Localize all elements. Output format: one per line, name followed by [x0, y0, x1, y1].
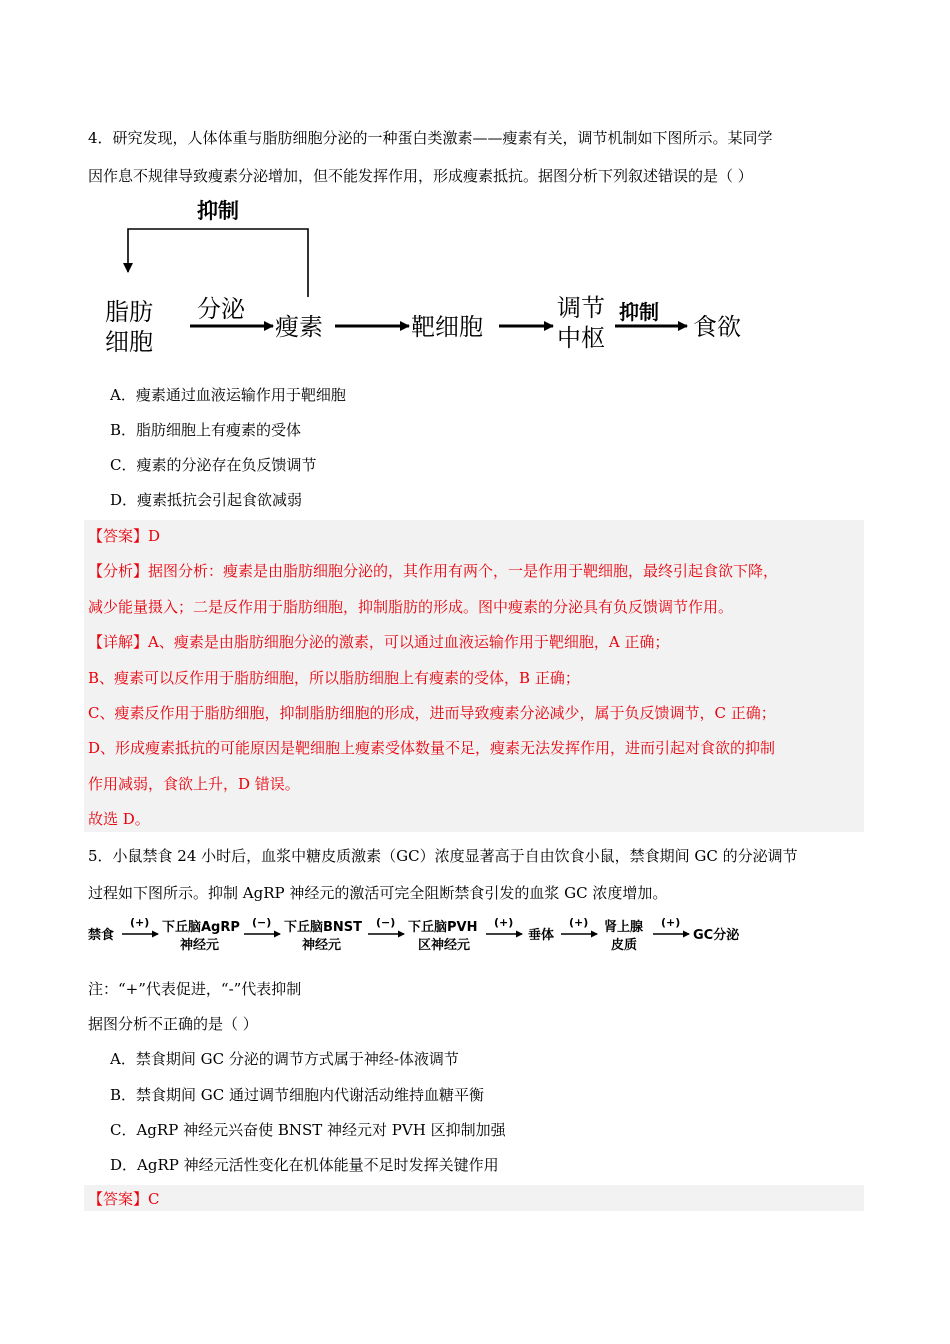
q5-option-c: C．AgRP 神经元兴奋使 BNST 神经元对 PVH 区抑制加强	[110, 1121, 506, 1139]
agrp-node-line2: 神经元	[180, 938, 220, 953]
fat-cell-node-line1: 脂肪	[105, 298, 153, 326]
q4-conclusion: 故选 D。	[88, 810, 150, 828]
q5-answer-block	[84, 1185, 864, 1211]
pituitary-node: 垂体	[528, 928, 555, 943]
q5-option-b: B．禁食期间 GC 通过调节细胞内代谢活动维持血糖平衡	[110, 1086, 485, 1104]
sign-2: (−)	[252, 916, 272, 929]
sign-4: (+)	[494, 916, 514, 929]
leptin-node: 瘦素	[275, 313, 323, 341]
center-inhibit-label: 抑制	[619, 300, 659, 324]
center-node-line2: 中枢	[557, 324, 605, 352]
q5-stem-line-1: 5．小鼠禁食 24 小时后，血浆中糖皮质激素（GC）浓度显著高于自由饮食小鼠，禁食期间 GC 的分泌调节	[88, 847, 798, 865]
pvh-node-line1: 下丘脑PVH	[408, 920, 478, 935]
appetite-node: 食欲	[693, 313, 741, 341]
fasting-node: 禁食	[88, 928, 115, 943]
q4-analysis-line-1: 【分析】据图分析：瘦素是由脂肪细胞分泌的，其作用有两个，一是作用于靶细胞，最终引起食欲下降，	[88, 562, 779, 580]
sign-3: (−)	[376, 916, 396, 929]
q4-stem-line-1: 4．研究发现，人体体重与脂肪细胞分泌的一种蛋白类激素——瘦素有关，调节机制如下图所示。某同学	[88, 129, 773, 147]
q5-gc-pathway-diagram	[86, 912, 766, 960]
sign-1: (+)	[130, 916, 150, 929]
q5-note: 注：“+”代表促进，“-”代表抑制	[88, 980, 302, 998]
q4-option-a: A．瘦素通过血液运输作用于靶细胞	[110, 386, 346, 404]
q4-detail-line-4: D、形成瘦素抵抗的可能原因是靶细胞上瘦素受体数量不足，瘦素无法发挥作用，进而引起对食欲的抑制	[88, 739, 776, 757]
adrenal-node-line1: 肾上腺	[604, 920, 644, 935]
q4-stem-line-2: 因作息不规律导致瘦素分泌增加，但不能发挥作用，形成瘦素抵抗。据图分析下列叙述错误的是（ ）	[88, 167, 753, 185]
feedback-inhibit-label: 抑制	[197, 199, 239, 223]
q4-detail-line-2: B、瘦素可以反作用于脂肪细胞，所以脂肪细胞上有瘦素的受体，B 正确；	[88, 669, 580, 687]
sign-5: (+)	[569, 916, 589, 929]
q5-option-a: A．禁食期间 GC 分泌的调节方式属于神经-体液调节	[110, 1050, 459, 1068]
q5-answer: 【答案】C	[88, 1190, 160, 1208]
q4-detail-line-3: C、瘦素反作用于脂肪细胞，抑制脂肪细胞的形成，进而导致瘦素分泌减少，属于负反馈调节，C 正确；	[88, 704, 776, 722]
q5-stem-line-2: 过程如下图所示。抑制 AgRP 神经元的激活可完全阻断禁食引发的血浆 GC 浓度增加。	[88, 884, 668, 902]
fat-cell-node-line2: 细胞	[105, 328, 153, 356]
q4-option-c: C．瘦素的分泌存在负反馈调节	[110, 456, 317, 474]
pvh-node-line2: 区神经元	[418, 938, 471, 953]
target-cell-node: 靶细胞	[411, 313, 483, 341]
q5-option-d: D．AgRP 神经元活性变化在机体能量不足时发挥关键作用	[110, 1156, 499, 1174]
gc-secretion-node: GC分泌	[693, 928, 740, 943]
secrete-label: 分泌	[197, 295, 245, 323]
sign-6: (+)	[661, 916, 681, 929]
agrp-node-line1: 下丘脑AgRP	[162, 920, 240, 935]
q4-detail-line-5: 作用减弱，食欲上升，D 错误。	[88, 775, 300, 793]
center-node-line1: 调节	[557, 294, 605, 322]
q5-question: 据图分析不正确的是（ ）	[88, 1015, 258, 1033]
feedback-inhibit-arrow	[128, 229, 308, 297]
adrenal-node-line2: 皮质	[611, 938, 638, 953]
q4-option-d: D．瘦素抵抗会引起食欲减弱	[110, 491, 303, 509]
q4-option-b: B．脂肪细胞上有瘦素的受体	[110, 421, 302, 439]
q4-leptin-diagram	[95, 192, 765, 362]
q4-analysis-line-2: 减少能量摄入；二是反作用于脂肪细胞，抑制脂肪的形成。图中瘦素的分泌具有负反馈调节作用。	[88, 598, 734, 616]
q4-detail-line-1: 【详解】A、瘦素是由脂肪细胞分泌的激素，可以通过血液运输作用于靶细胞，A 正确；	[88, 633, 670, 651]
q4-answer: 【答案】D	[88, 527, 161, 545]
bnst-node-line2: 神经元	[302, 938, 342, 953]
bnst-node-line1: 下丘脑BNST	[284, 920, 363, 935]
